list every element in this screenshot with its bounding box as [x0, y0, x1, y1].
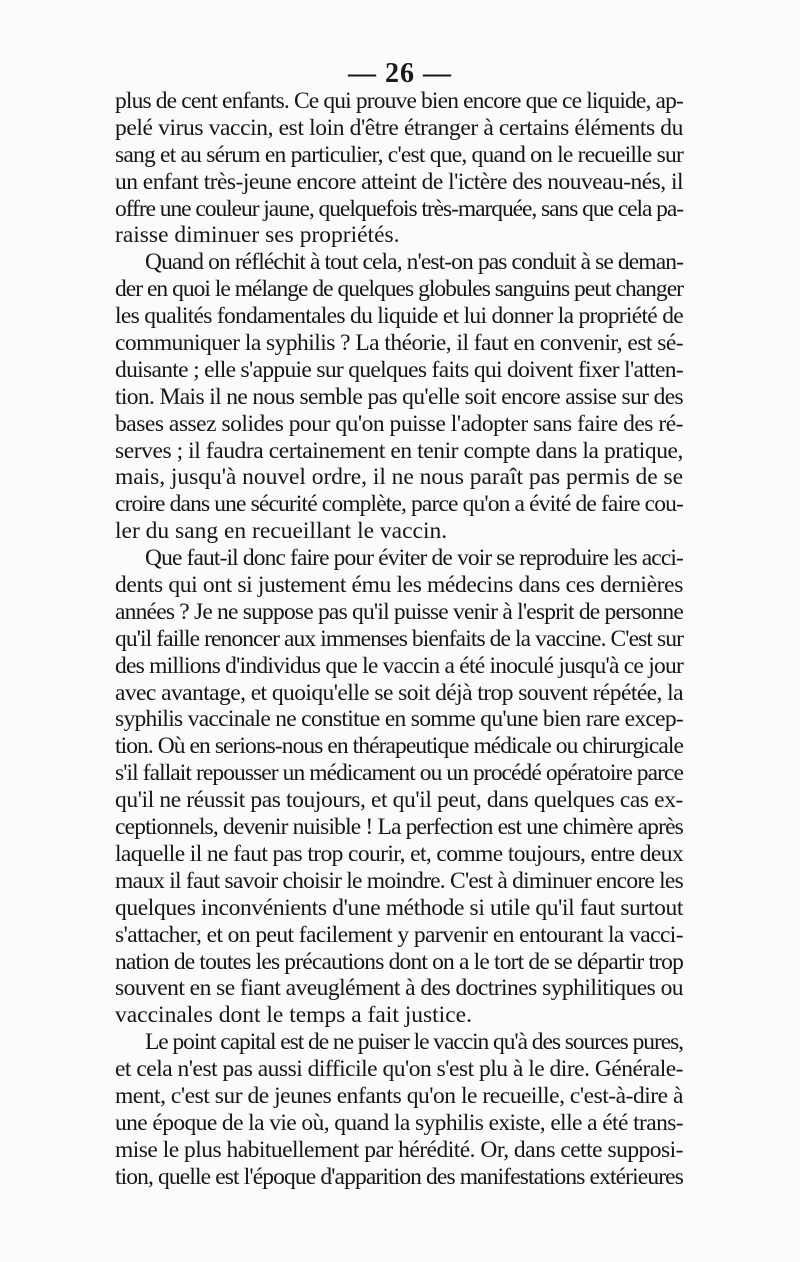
text-line: qu'il ne réussit pas toujours, et qu'il peut, dans quelques cas ex- — [115, 787, 683, 814]
text-line: années ? Je ne suppose pas qu'il puisse venir à l'esprit de personne — [115, 598, 683, 625]
text-line: maux il faut savoir choisir le moindre. C'est à diminuer encore les — [115, 867, 683, 894]
text-line: ler du sang en recueillant le vaccin. — [115, 518, 448, 545]
text-line: s'attacher, et on peut facilement y parvenir en entourant la vacci- — [115, 921, 683, 948]
text-line: avec avantage, et quoiqu'elle se soit déjà trop souvent répétée, la — [115, 679, 683, 706]
text-line: pelé virus vaccin, est loin d'être étranger à certains éléments du — [115, 114, 683, 141]
text-line: tion, quelle est l'époque d'apparition des manifestations extérieures — [115, 1163, 683, 1190]
text-line: une époque de la vie où, quand la syphilis existe, elle a été trans- — [115, 1109, 683, 1136]
text-line: s'il fallait repousser un médicament ou un procédé opératoire parce — [115, 760, 684, 787]
text-line: souvent en se fiant aveuglément à des doctrines syphilitiques ou — [115, 975, 684, 1002]
text-line: qu'il faille renoncer aux immenses bienfaits de la vaccine. C'est sur — [115, 625, 683, 652]
text-line: Quand on réfléchit à tout cela, n'est-on pas conduit à se deman- — [145, 249, 683, 276]
text-line: tion. Mais il ne nous semble pas qu'elle soit encore assise sur des — [115, 383, 684, 410]
text-line: serves ; il faudra certainement en tenir compte dans la pratique, — [115, 437, 683, 464]
body-text — [115, 88, 683, 1191]
text-line: mise le plus habituellement par hérédité. Or, dans cette supposi- — [115, 1136, 683, 1163]
text-line: nation de toutes les précautions dont on a le tort de se départir trop — [115, 948, 684, 975]
text-line: Que faut-il donc faire pour éviter de voir se reproduire les acci- — [145, 545, 683, 572]
text-line: duisante ; elle s'appuie sur quelques faits qui doivent fixer l'atten- — [115, 356, 683, 383]
text-line: syphilis vaccinale ne constitue en somme qu'une bien rare excep- — [115, 706, 683, 733]
text-line: plus de cent enfants. Ce qui prouve bien encore que ce liquide, ap- — [115, 88, 683, 114]
text-line: Le point capital est de ne puiser le vaccin qu'à des sources pures, — [145, 1029, 683, 1056]
text-line: un enfant très-jeune encore atteint de l'ictère des nouveau-nés, il — [115, 168, 683, 195]
text-line: offre une couleur jaune, quelquefois très-marquée, sans que cela pa- — [115, 195, 683, 222]
text-line: ceptionnels, devenir nuisible ! La perfection est une chimère après — [115, 814, 683, 841]
text-line: dents qui ont si justement ému les médecins dans ces dernières — [115, 572, 684, 599]
text-line: des millions d'individus que le vaccin a été inoculé jusqu'à ce jour — [115, 652, 684, 679]
text-line: tion. Où en serions-nous en thérapeutique médicale ou chirurgicale — [115, 733, 683, 760]
text-line: croire dans une sécurité complète, parce qu'on a évité de faire cou- — [115, 491, 683, 518]
text-line: les qualités fondamentales du liquide et lui donner la propriété de — [115, 303, 683, 330]
text-line: communiquer la syphilis ? La théorie, il faut en convenir, est sé- — [115, 330, 683, 357]
text-line: ment, c'est sur de jeunes enfants qu'on le recueille, c'est-à-dire à — [115, 1082, 683, 1109]
text-line: laquelle il ne faut pas trop courir, et, comme toujours, entre deux — [115, 840, 684, 867]
text-line: sang et au sérum en particulier, c'est que, quand on le recueille sur — [115, 141, 684, 168]
text-line: bases assez solides pour qu'on puisse l'adopter sans faire des ré- — [115, 410, 683, 437]
text-line: vaccinales dont le temps a fait justice. — [115, 1002, 472, 1029]
text-line: raisse diminuer ses propriétés. — [115, 222, 400, 249]
text-line: et cela n'est pas aussi difficile qu'on s'est plu à le dire. Générale- — [115, 1056, 683, 1083]
text-line: quelques inconvénients d'une méthode si utile qu'il faut surtout — [115, 894, 684, 921]
page-number: — 26 — — [348, 58, 452, 89]
text-line: der en quoi le mélange de quelques globules sanguins peut changer — [115, 276, 684, 303]
text-line: mais, jusqu'à nouvel ordre, il ne nous paraît pas permis de se — [115, 464, 684, 491]
